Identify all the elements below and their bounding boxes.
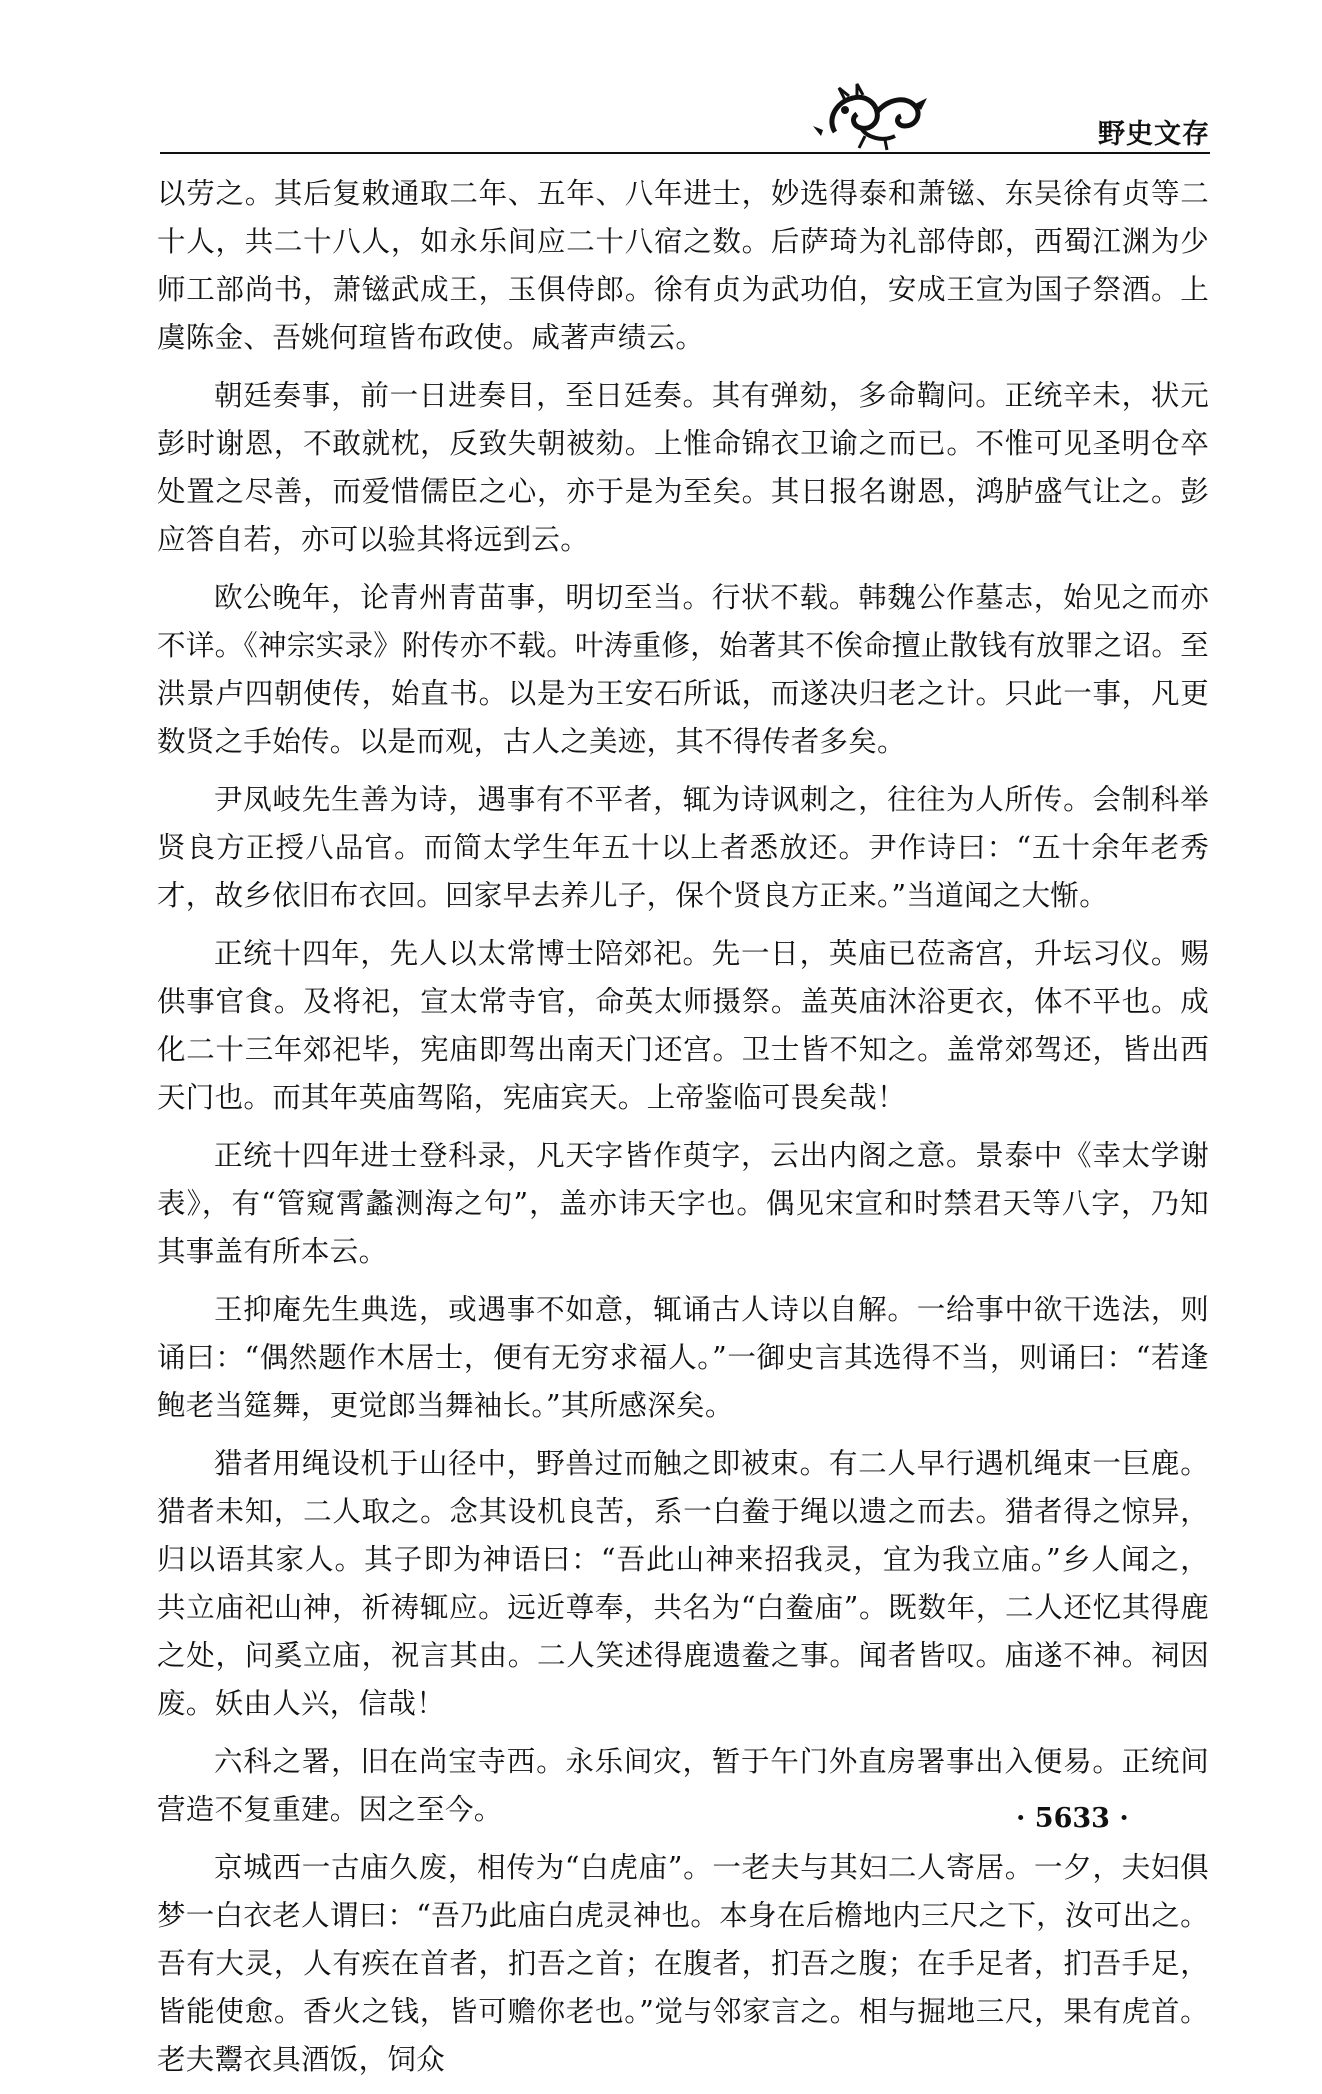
paragraph: 猎者用绳设机于山径中，野兽过而触之即被束。有二人早行遇机绳束一巨鹿。猎者未知，二人取之。念其设机良苦，系一白鲞于绳以遗之而去。猎者得之惊异，归以语其家人。其子即为神语曰：“吾此山神来招我灵，宜为我立庙。”乡人闻之，共立庙祀山神，祈祷辄应。远近尊奉，共名为“白鲞庙”。既数年，二人还忆其得鹿之处，问奚立庙，祝言其由。二人笑述得鹿遗鲞之事。闻者皆叹。庙遂不神。祠因废。妖由人兴，信哉！ <box>157 1447 1209 1720</box>
paragraph: 尹凤岐先生善为诗，遇事有不平者，辄为诗讽刺之，往往为人所传。会制科举贤良方正授八品官。而简太学生年五十以上者悉放还。尹作诗曰：“五十余年老秀才，故乡依旧布衣回。回家早去养儿子，保个贤良方正来。”当道闻之大惭。 <box>157 783 1209 912</box>
paragraph: 朝廷奏事，前一日进奏目，至日廷奏。其有弹劾，多命鞫问。正统辛未，状元彭时谢恩，不敢就枕，反致失朝被劾。上惟命锦衣卫谕之而已。不惟可见圣明仓卒处置之尽善，而爱惜儒臣之心，亦于是为至矣。其日报名谢恩，鸿胪盛气让之。彭应答自若，亦可以验其将远到云。 <box>157 379 1209 556</box>
paragraph: 以劳之。其后复敕通取二年、五年、八年进士，妙选得泰和萧镃、东吴徐有贞等二十人，共二十八人，如永乐间应二十八宿之数。后萨琦为礼部侍郎，西蜀江渊为少师工部尚书，萧镃武成王，玉俱侍郎。徐有贞为武功伯，安成王宣为国子祭酒。上虞陈金、吾姚何瑄皆布政使。咸著声绩云。 <box>157 177 1209 354</box>
column-title: 野史文存 <box>1098 119 1210 150</box>
paragraph: 正统十四年，先人以太常博士陪郊祀。先一日，英庙已莅斋宫，升坛习仪。赐供事官食。及将祀，宣太常寺官，命英太师摄祭。盖英庙沐浴更衣，体不平也。成化二十三年郊祀毕，宪庙即驾出南天门还宫。卫士皆不知之。盖常郊驾还，皆出西天门也。而其年英庙驾陷，宪庙宾天。上帝鉴临可畏矣哉！ <box>157 937 1209 1114</box>
paragraph: 王抑庵先生典选，或遇事不如意，辄诵古人诗以自解。一给事中欲干选法，则诵曰：“偶然题作木居士，便有无穷求福人。”一御史言其选得不当，则诵曰：“若逢鲍老当筵舞，更觉郎当舞袖长。”其所感深矣。 <box>157 1293 1209 1422</box>
header-rule <box>160 152 1210 154</box>
running-header <box>160 86 1210 156</box>
paragraph: 欧公晚年，论青州青苗事，明切至当。行状不载。韩魏公作墓志，始见之而亦不详。《神宗实录》附传亦不载。叶涛重修，始著其不俟命擅止散钱有放罪之诏。至洪景卢四朝使传，始直书。以是为王安石所诋，而遂决归老之计。只此一事，凡更数贤之手始传。以是而观，古人之美迹，其不得传者多矣。 <box>157 581 1209 758</box>
paragraph: 正统十四年进士登科录，凡天字皆作萸字，云出内阁之意。景泰中《幸太学谢表》，有“管窥霄蠡测海之句”，盖亦讳天字也。偶见宋宣和时禁君天等八字，乃知其事盖有所本云。 <box>157 1139 1209 1268</box>
page-number: · 5633 · <box>1016 1803 1129 1834</box>
dragon-emblem-icon <box>805 80 975 152</box>
paragraph: 京城西一古庙久废，相传为“白虎庙”。一老夫与其妇二人寄居。一夕，夫妇俱梦一白衣老人谓曰：“吾乃此庙白虎灵神也。本身在后檐地内三尺之下，汝可出之。吾有大灵，人有疾在首者，扪吾之首；在腹者，扪吾之腹；在手足者，扪吾手足，皆能使愈。香火之钱，皆可赡你老也。”觉与邻家言之。相与掘地三尺，果有虎首。老夫鬻衣具酒饭，饲众 <box>157 1851 1209 2076</box>
paragraph: 六科之署，旧在尚宝寺西。永乐间灾，暂于午门外直房署事出入便易。正统间营造不复重建。因之至今。 <box>157 1745 1209 1826</box>
